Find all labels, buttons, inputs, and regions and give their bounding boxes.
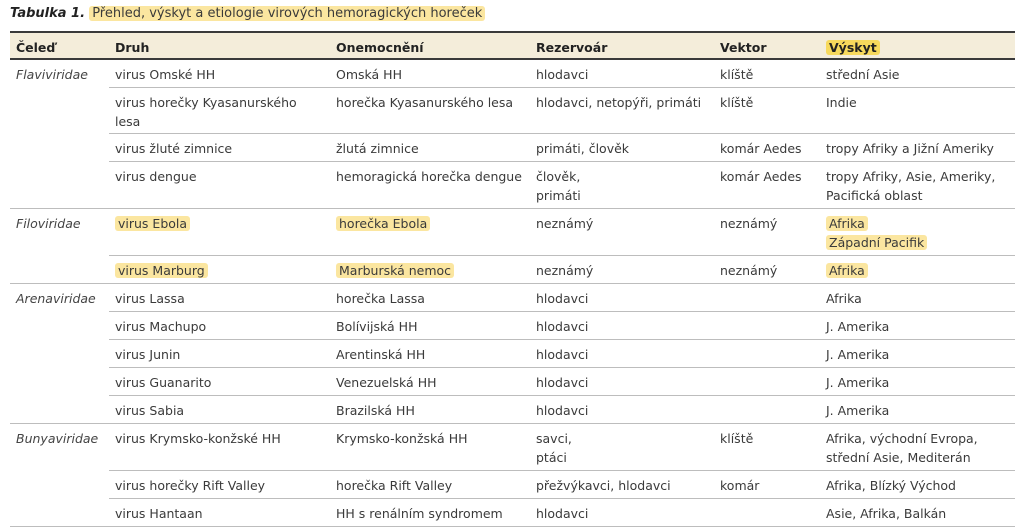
reservoir-cell: hlodavci [530,367,714,395]
disease-cell: horečka Lassa [330,283,530,311]
table-row [10,423,1015,470]
disease-cell: Omská HH [330,59,530,87]
species-cell: virus Krymsko-konžské HH [109,423,330,470]
table-row [10,283,1015,311]
family-cell [10,133,109,161]
occurrence-cell: Afrika [820,283,1015,311]
table-row [10,395,1015,423]
table-caption-label: Tabulka 1. [10,6,86,21]
reservoir-cell: hlodavci [530,283,714,311]
reservoir-cell: přežvýkavci, hlodavci [530,470,714,498]
occurrence-cell: Asie, Afrika, Balkán [820,498,1015,526]
occurrence-highlight: Západní Pacifik [826,235,927,250]
disease-cell: žlutá zimnice [330,133,530,161]
vector-cell [714,395,820,423]
table-row [10,208,1015,255]
family-cell [10,161,109,208]
disease-cell: Brazilská HH [330,395,530,423]
table-row [10,311,1015,339]
family-cell: Flaviviridae [10,59,109,87]
table-row [10,255,1015,283]
vector-cell [714,339,820,367]
fever-overview-table [10,31,1015,527]
family-cell: Arenaviridae [10,283,109,311]
species-highlight: virus Ebola [115,216,190,231]
table-row [10,470,1015,498]
vector-cell: neznámý [714,208,820,255]
species-cell: virus Sabia [109,395,330,423]
occurrence-cell: J. Amerika [820,311,1015,339]
vector-cell: klíště [714,59,820,87]
header-rezervoar: Rezervoár [530,32,714,59]
family-cell: Bunyaviridae [10,423,109,470]
vector-cell [714,367,820,395]
species-cell: virus dengue [109,161,330,208]
table-row [10,161,1015,208]
table-row [10,59,1015,87]
family-cell [10,470,109,498]
family-cell [10,255,109,283]
family-cell [10,311,109,339]
disease-cell: horečka Kyasanurského lesa [330,87,530,133]
disease-cell: Bolívijská HH [330,311,530,339]
vector-cell: klíště [714,87,820,133]
reservoir-cell: primáti, člověk [530,133,714,161]
reservoir-cell: neznámý [530,208,714,255]
species-cell [109,255,330,283]
header-onemocneni: Onemocnění [330,32,530,59]
table-row [10,498,1015,526]
reservoir-cell: savci, ptáci [530,423,714,470]
occurrence-cell: Indie [820,87,1015,133]
occurrence-cell: J. Amerika [820,339,1015,367]
family-cell [10,498,109,526]
reservoir-cell: hlodavci, netopýři, primáti [530,87,714,133]
vector-cell: klíště [714,423,820,470]
reservoir-cell: neznámý [530,255,714,283]
family-cell [10,87,109,133]
disease-cell: HH s renálním syndromem [330,498,530,526]
occurrence-highlight: Afrika [826,216,868,231]
reservoir-cell: hlodavci [530,311,714,339]
disease-cell [330,255,530,283]
vector-cell [714,498,820,526]
occurrence-cell: J. Amerika [820,395,1015,423]
disease-highlight: Marburská nemoc [336,263,454,278]
family-cell: Filoviridae [10,208,109,255]
family-cell [10,367,109,395]
occurrence-highlight: Afrika [826,263,868,278]
species-cell: virus Lassa [109,283,330,311]
family-cell [10,339,109,367]
header-celed: Čeleď [10,32,109,59]
vector-cell: komár [714,470,820,498]
species-cell: virus horečky Kyasanurského lesa [109,87,330,133]
occurrence-cell: tropy Afriky, Asie, Ameriky, Pacifická oblast [820,161,1015,208]
reservoir-cell: hlodavci [530,498,714,526]
table-row [10,367,1015,395]
occurrence-cell [820,255,1015,283]
reservoir-cell: hlodavci [530,339,714,367]
disease-cell: Arentinská HH [330,339,530,367]
vector-cell [714,311,820,339]
header-druh: Druh [109,32,330,59]
table-header-row [10,32,1015,59]
table-row [10,87,1015,133]
reservoir-cell: hlodavci [530,395,714,423]
occurrence-cell: střední Asie [820,59,1015,87]
occurrence-cell: Afrika, východní Evropa, střední Asie, Mediterán [820,423,1015,470]
table-row [10,133,1015,161]
species-cell: virus Junin [109,339,330,367]
header-vyskyt: Výskyt [820,32,1015,59]
species-cell: virus Omské HH [109,59,330,87]
table-caption-title: Přehled, výskyt a etiologie virových hemoragických horeček [89,6,485,21]
vector-cell: komár Aedes [714,133,820,161]
disease-cell: Venezuelská HH [330,367,530,395]
vector-cell: neznámý [714,255,820,283]
occurrence-cell: J. Amerika [820,367,1015,395]
vector-cell [714,283,820,311]
table-caption [10,3,485,25]
disease-cell: horečka Rift Valley [330,470,530,498]
table-row [10,339,1015,367]
family-cell [10,395,109,423]
occurrence-cell: Afrika, Blízký Východ [820,470,1015,498]
species-highlight: virus Marburg [115,263,208,278]
disease-cell [330,208,530,255]
species-cell: virus žluté zimnice [109,133,330,161]
disease-highlight: horečka Ebola [336,216,430,231]
species-cell: virus Guanarito [109,367,330,395]
disease-cell: hemoragická horečka dengue [330,161,530,208]
species-cell [109,208,330,255]
reservoir-cell: člověk, primáti [530,161,714,208]
header-vektor: Vektor [714,32,820,59]
occurrence-cell [820,208,1015,255]
species-cell: virus horečky Rift Valley [109,470,330,498]
occurrence-cell: tropy Afriky a Jižní Ameriky [820,133,1015,161]
species-cell: virus Hantaan [109,498,330,526]
species-cell: virus Machupo [109,311,330,339]
vector-cell: komár Aedes [714,161,820,208]
reservoir-cell: hlodavci [530,59,714,87]
disease-cell: Krymsko-konžská HH [330,423,530,470]
